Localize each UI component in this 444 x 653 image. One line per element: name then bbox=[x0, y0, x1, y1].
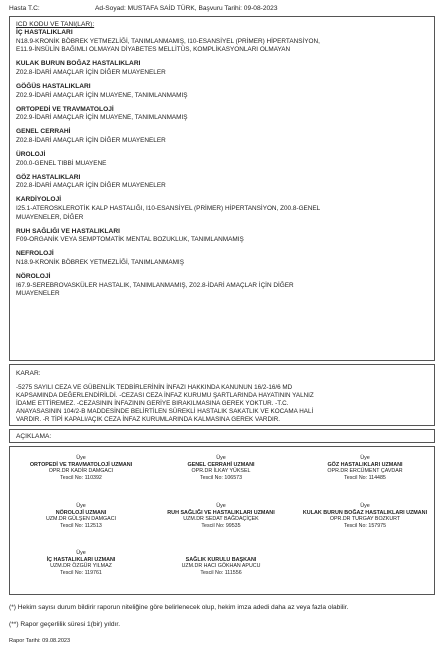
decision-line: İDAME ETTİREMEZ. -CEZASININ İNFAZININ GERİYE BIRAKILMASINA GEREK YOKTUR. -T.C. bbox=[16, 400, 289, 407]
icd-diagnosis-line: I67.9-SEREBROVASKÜLER HASTALIK, TANIMLANMAMIŞ, Z02.8-İDARİ AMAÇLAR İÇİN DİĞER bbox=[16, 281, 294, 289]
icd-diagnosis-line: Z02.8-İDARİ AMAÇLAR İÇİN DİĞER MUAYENELER bbox=[16, 68, 166, 76]
icd-section-title: GÖĞÜS HASTALIKLARI bbox=[16, 82, 91, 90]
icd-diagnosis-line: I25.1-ATEROSKLEROTİK KALP HASTALIĞI, I10-ESANSİYEL (PRİMER) HİPERTANSİYON, Z00.8-GENEL bbox=[16, 205, 321, 212]
committee-row bbox=[10, 503, 434, 539]
member-title: GENEL CERRAHİ UZMANI bbox=[187, 461, 255, 468]
member-registry-no: Tescil No: 106573 bbox=[199, 474, 243, 481]
explanation-title: AÇIKLAMA: bbox=[16, 433, 52, 440]
icd-section bbox=[16, 29, 428, 55]
decision-box bbox=[9, 364, 435, 426]
member-role: Üye bbox=[76, 550, 86, 556]
member-name: OPR.DR TURGAY BOZKURT bbox=[329, 516, 401, 523]
member-title: SAĞLIK KURULU BAŞKANI bbox=[185, 556, 257, 563]
committee-member bbox=[150, 455, 292, 481]
icd-section-title: KARDİYOLOJİ bbox=[16, 196, 62, 204]
footnote-validity: (**) Rapor geçerlilik süresi 1(bir) yıldır. bbox=[9, 621, 121, 628]
icd-diagnosis-line: N18.9-KRONİK BÖBREK YETMEZLİĞİ, TANIMLANMAMIŞ, I10-ESANSİYEL (PRİMER) HİPERTANSİYON, bbox=[16, 37, 320, 45]
member-name: UZM.DR HACI GÖKHAN APUCU bbox=[181, 563, 261, 570]
member-role: Üye bbox=[360, 455, 370, 461]
decision-line: VARDIR. -R TİPİ KAPALI/AÇIK CEZA İNFAZ KURUMLARINDA KALMASINA GEREK VARDIR. bbox=[16, 416, 281, 423]
icd-diagnosis-box bbox=[9, 16, 435, 361]
icd-title: ICD KODU VE TANI(LAR): bbox=[16, 21, 95, 28]
icd-diagnosis-line: Z00.0-GENEL TIBBİ MUAYENE bbox=[16, 159, 107, 167]
patient-name-line: Ad-Soyad: MUSTAFA SAİD TÜRK, Başvuru Tarihi: 09-08-2023 bbox=[95, 5, 278, 12]
member-title: GÖZ HASTALIKLARI UZMANI bbox=[327, 461, 403, 468]
icd-section bbox=[16, 128, 428, 145]
decision-line: KAPSAMINDA DEĞERLENDİRİLDİ. -CEZASI CEZA İNFAZ KURUMU ŞARTLARINDA HAYATININ YALNIZ bbox=[16, 392, 314, 399]
icd-section-title: ORTOPEDİ VE TRAVMATOLOJİ bbox=[16, 105, 114, 113]
member-name: UZM.DR GÜLŞEN DAMGACI bbox=[45, 516, 117, 523]
member-name: UZM.DR SEDAT BAĞDAÇİÇEK bbox=[183, 516, 259, 523]
explanation-box bbox=[9, 429, 435, 443]
icd-diagnosis-line: E11.9-İNSÜLİN BAĞIMLI OLMAYAN DİYABETES MELLİTÜS, KOMPLİKASYONLARI OLMAYAN bbox=[16, 46, 291, 54]
member-role: Üye bbox=[216, 455, 226, 461]
member-registry-no: Tescil No: 110392 bbox=[60, 474, 102, 481]
icd-section-title: GÖZ HASTALIKLARI bbox=[16, 173, 81, 181]
member-registry-no: Tescil No: 99535 bbox=[201, 522, 241, 529]
committee-row bbox=[10, 550, 434, 586]
icd-section-title: GENEL CERRAHİ bbox=[16, 128, 71, 136]
icd-section bbox=[16, 174, 428, 191]
committee-members-box bbox=[9, 446, 435, 595]
member-name: OPR.DR KADİR DAMGACI bbox=[48, 468, 114, 475]
report-date: Rapor Tarihi: 09.08.2023 bbox=[9, 638, 71, 644]
member-role: Üye bbox=[216, 503, 226, 509]
committee-member bbox=[150, 503, 292, 529]
icd-section bbox=[16, 228, 428, 245]
icd-section-title: İÇ HASTALIKLARI bbox=[16, 29, 73, 36]
member-title: İÇ HASTALIKLARI UZMANI bbox=[46, 556, 116, 563]
member-registry-no: Tescil No: 114485 bbox=[344, 474, 386, 481]
icd-section bbox=[16, 60, 428, 77]
icd-diagnosis-line: F09-ORGANİK VEYA SEMPTOMATİK MENTAL BOZUKLUK, TANIMLANMAMIŞ bbox=[16, 236, 244, 244]
decision-title: KARAR: bbox=[16, 370, 41, 377]
member-registry-no: Tescil No: 119761 bbox=[60, 569, 102, 576]
icd-section bbox=[16, 273, 428, 299]
member-title: ORTOPEDİ VE TRAVMATOLOJİ UZMANI bbox=[29, 461, 133, 468]
member-registry-no: Tescil No: 111556 bbox=[200, 569, 242, 576]
member-title: RUH SAĞLIĞI VE HASTALIKLARI UZMANI bbox=[167, 509, 275, 516]
committee-member bbox=[150, 550, 292, 576]
patient-tc-label: Hasta T.C: bbox=[9, 5, 40, 12]
footnote-physician-count: (*) Hekim sayısı durum bildirir raporun niteliğine göre belirlenecek olup, hekim imza adedi daha az veya fazla olabilir. bbox=[9, 604, 349, 611]
committee-member bbox=[10, 503, 152, 529]
icd-section-title: ÜROLOJİ bbox=[16, 151, 46, 159]
committee-member bbox=[10, 455, 152, 481]
icd-section bbox=[16, 250, 428, 267]
member-role: Üye bbox=[76, 503, 86, 509]
icd-diagnosis-line: N18.9-KRONİK BÖBREK YETMEZLİĞİ, TANIMLANMAMIŞ bbox=[16, 258, 184, 266]
member-role bbox=[150, 550, 292, 557]
committee-row bbox=[10, 455, 434, 491]
decision-line: ANAYASASININ 104/2-B MADDESİNDE BELİRTİLEN SÜREKLİ HASTALIK SAKATLIK VE KOCAMA HALİ bbox=[16, 408, 314, 415]
icd-section bbox=[16, 151, 428, 168]
icd-diagnosis-line: MUAYENELER, DİĞER bbox=[16, 213, 84, 221]
member-name: OPR.DR ERCÜMENT ÇAVDAR bbox=[327, 468, 403, 475]
member-role: Üye bbox=[360, 503, 370, 509]
icd-section-title: NEFROLOJİ bbox=[16, 250, 54, 258]
member-name: OPR.DR İLKAY YÜKSEL bbox=[191, 468, 251, 475]
committee-member bbox=[294, 503, 436, 529]
icd-section bbox=[16, 196, 428, 222]
decision-text bbox=[16, 384, 428, 424]
decision-line: -5275 SAYILI CEZA VE GÜBENLİK TEDBİRLERİNİN İNFAZI HAKKINDA KANUNUN 16/2-16/6 MD bbox=[16, 384, 293, 391]
icd-sections bbox=[16, 29, 428, 299]
icd-diagnosis-line: MUAYENELER bbox=[16, 290, 60, 298]
committee-member bbox=[294, 455, 436, 481]
icd-diagnosis-line: Z02.8-İDARİ AMAÇLAR İÇİN DİĞER MUAYENELER bbox=[16, 136, 166, 144]
member-title: NÖROLOJİ UZMANI bbox=[55, 509, 107, 516]
member-name: UZM.DR ÖZGÜR YILMAZ bbox=[50, 563, 112, 570]
icd-section-title: RUH SAĞLIĞI VE HASTALIKLARI bbox=[16, 227, 120, 235]
icd-section-title: NÖROLOJİ bbox=[16, 273, 51, 281]
icd-section bbox=[16, 106, 428, 123]
member-role: Üye bbox=[76, 455, 86, 461]
icd-diagnosis-line: Z02.9-İDARİ AMAÇLAR İÇİN MUAYENE, TANIMLANMAMIŞ bbox=[16, 114, 188, 122]
member-registry-no: Tescil No: 112513 bbox=[60, 522, 102, 529]
committee-member bbox=[10, 550, 152, 576]
member-registry-no: Tescil No: 157975 bbox=[343, 522, 387, 529]
patient-header bbox=[9, 5, 435, 15]
icd-diagnosis-line: Z02.8-İDARİ AMAÇLAR İÇİN DİĞER MUAYENELER bbox=[16, 182, 166, 190]
icd-diagnosis-line: Z02.9-İDARİ AMAÇLAR İÇİN MUAYENE, TANIMLANMAMIŞ bbox=[16, 91, 188, 99]
member-title: KULAK BURUN BOĞAZ HASTALIKLARI UZMANI bbox=[302, 509, 428, 516]
icd-section-title: KULAK BURUN BOĞAZ HASTALIKLARI bbox=[16, 60, 141, 68]
icd-section bbox=[16, 83, 428, 100]
